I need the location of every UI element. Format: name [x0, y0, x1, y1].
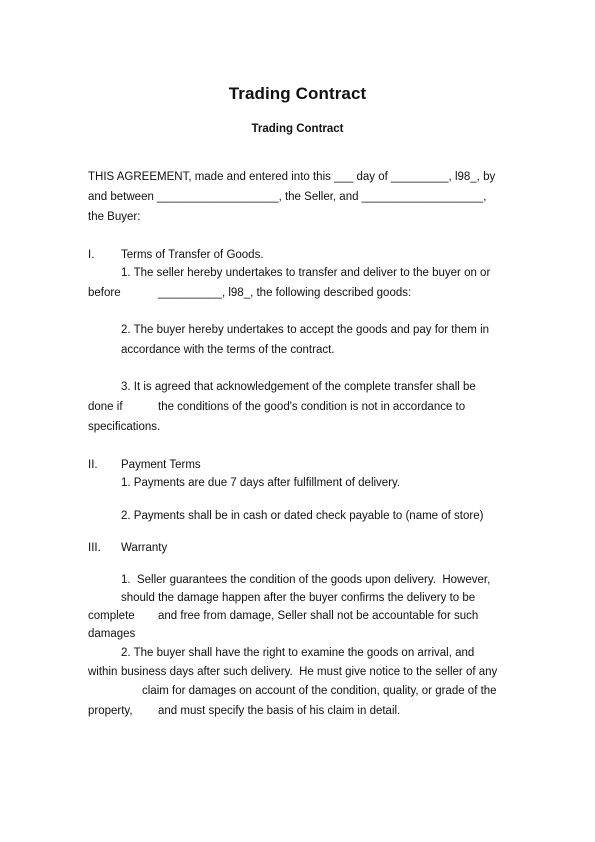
section-2-item-2: 2. Payments shall be in cash or dated check payable to (name of store) — [121, 510, 484, 522]
section-1-number: I. — [88, 249, 95, 261]
section-1-item-2-line-2: accordance with the terms of the contract. — [121, 344, 335, 356]
section-3-item-1-line-1: 1. Seller guarantees the condition of the goods upon delivery. However, — [121, 574, 491, 586]
section-3-item-2-line-2a: within — [88, 666, 118, 678]
section-3-heading: Warranty — [121, 542, 168, 554]
section-3-item-2-line-2b: business days after such delivery. He must give notice to the seller of any — [121, 666, 498, 678]
section-3-item-2-line-3: claim for damages on account of the condition, quality, or grade of the — [142, 685, 497, 697]
section-1-item-1-line-2b: __________, l98_, the following described goods: — [158, 287, 412, 299]
section-2-item-1: 1. Payments are due 7 days after fulfillment of delivery. — [121, 477, 401, 489]
section-3-item-1-line-3a: complete — [88, 610, 135, 622]
section-1-item-1-line-2a: before — [88, 287, 121, 299]
section-3-item-1-line-3b: and free from damage, Seller shall not be accountable for such — [158, 610, 479, 622]
intro-line-1: THIS AGREEMENT, made and entered into this ___ day of _________, l98_, by — [88, 171, 496, 183]
section-1-item-1-line-1: 1. The seller hereby undertakes to transfer and deliver to the buyer on or — [121, 267, 491, 279]
section-1-item-3-line-1: 3. It is agreed that acknowledgement of the complete transfer shall be — [121, 381, 476, 393]
document-subtitle: Trading Contract — [251, 123, 344, 135]
section-3-item-1-line-2: should the damage happen after the buyer confirms the delivery to be — [121, 592, 476, 604]
section-1-heading: Terms of Transfer of Goods. — [121, 249, 264, 261]
section-1-item-3-line-3: specifications. — [88, 421, 161, 433]
section-3-number: III. — [88, 542, 101, 554]
document-title: Trading Contract — [228, 84, 367, 103]
section-1-item-2-line-1: 2. The buyer hereby undertakes to accept the goods and pay for them in — [121, 324, 490, 336]
section-1-item-3-line-2a: done if — [88, 401, 123, 413]
intro-line-3: the Buyer: — [88, 211, 141, 223]
section-1-item-3-line-2b: the conditions of the good's condition is not in accordance to — [158, 401, 466, 413]
section-3-item-2-line-4a: property, — [88, 705, 133, 717]
section-3-item-2-line-1: 2. The buyer shall have the right to examine the goods on arrival, and — [121, 647, 475, 659]
section-2-number: II. — [88, 459, 98, 471]
section-3-item-2-line-4b: and must specify the basis of his claim in detail. — [158, 705, 401, 717]
intro-line-2: and between ___________________, the Seller, and ___________________, — [88, 191, 487, 203]
section-3-item-1-line-4: damages — [88, 628, 136, 640]
section-2-heading: Payment Terms — [121, 459, 201, 471]
